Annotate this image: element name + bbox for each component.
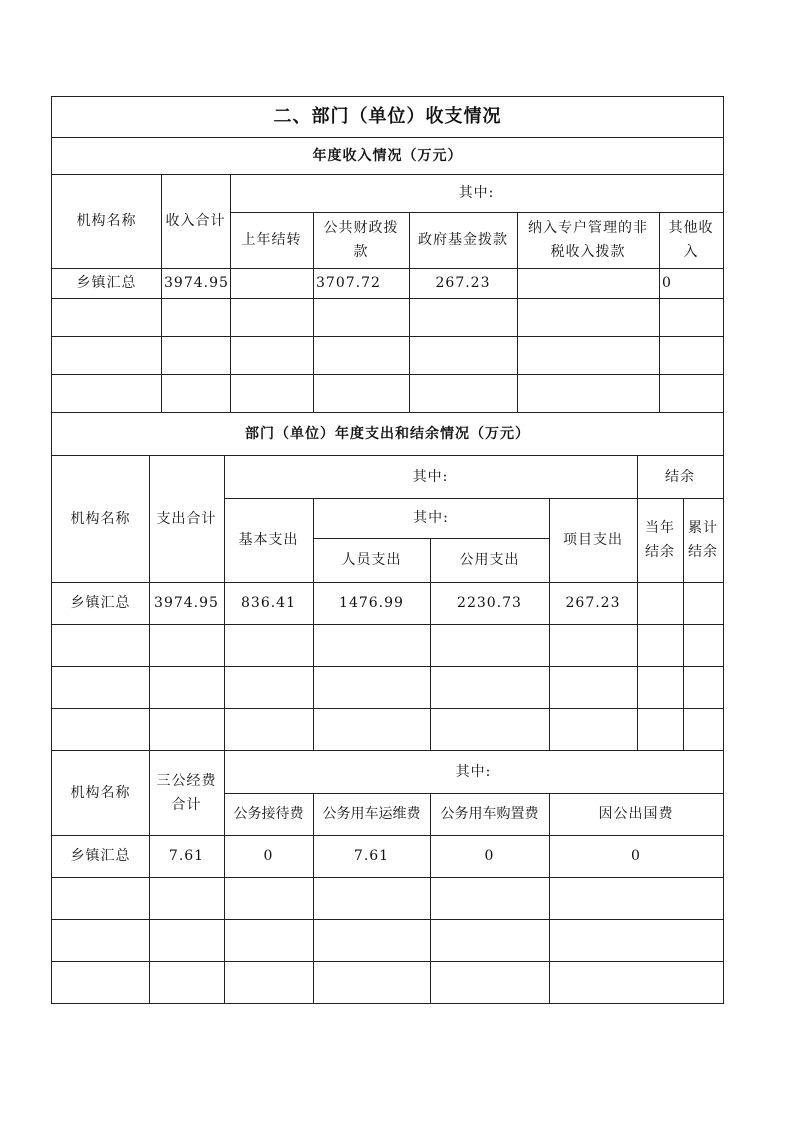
three-public-row-vehicle-buy: 0 <box>484 848 495 864</box>
income-row-total: 3974.95 <box>164 275 229 291</box>
expense-row-public: 2230.73 <box>457 595 522 611</box>
page-title: 二、部门（单位）收支情况 <box>273 106 502 127</box>
expense-col-basic: 基本支出 <box>238 532 299 548</box>
income-col-other <box>659 212 723 268</box>
expense-col-total: 支出合计 <box>156 510 217 527</box>
expense-row-year-balance <box>637 582 683 624</box>
expense-subgroup-label: 其中: <box>413 510 449 526</box>
three-public-group-label: 其中: <box>455 763 492 780</box>
expense-group-label: 其中: <box>412 468 449 485</box>
expense-col-public: 公用支出 <box>459 552 520 568</box>
expense-col-year-balance <box>637 498 683 582</box>
three-public-col-abroad: 因公出国费 <box>598 806 674 822</box>
expense-row-project: 267.23 <box>565 595 621 611</box>
income-col-fund: 政府基金拨款 <box>418 232 508 248</box>
three-public-col-total-line2: 合计 <box>171 796 202 813</box>
income-row-fund: 267.23 <box>435 275 491 291</box>
income-row-carryover <box>230 268 313 298</box>
income-col-other-line2: 入 <box>683 244 699 260</box>
expense-col-year-balance-line2: 结余 <box>645 544 675 560</box>
income-row-nontax <box>517 268 659 298</box>
expense-col-year-balance-line1: 当年 <box>645 520 675 536</box>
income-col-fiscal <box>313 212 409 268</box>
three-public-col-vehicle-buy: 公务用车购置费 <box>440 806 539 822</box>
three-public-row-reception: 0 <box>263 848 274 864</box>
income-col-nontax-line2: 税收入拨款 <box>550 244 626 260</box>
income-row-fiscal: 3707.72 <box>316 275 381 291</box>
three-public-col-total-line1: 三公经费 <box>156 772 217 789</box>
income-row-other: 0 <box>662 275 672 291</box>
income-col-other-line1: 其他收 <box>668 220 714 236</box>
expense-col-balance: 结余 <box>665 468 695 485</box>
income-col-nontax <box>517 212 659 268</box>
expense-col-org: 机构名称 <box>70 510 131 527</box>
income-group-label: 其中: <box>458 185 495 201</box>
expense-row-total: 3974.95 <box>154 595 219 611</box>
income-col-fiscal-line2: 款 <box>353 244 369 260</box>
expense-row-org: 乡镇汇总 <box>70 595 131 611</box>
three-public-col-total <box>149 750 224 835</box>
expense-col-project: 项目支出 <box>563 532 623 548</box>
three-public-row-org: 乡镇汇总 <box>70 848 131 864</box>
finance-table <box>51 96 724 1004</box>
expense-col-cumulative-balance <box>683 498 723 582</box>
expense-row-personnel: 1476.99 <box>339 595 404 611</box>
income-row-org: 乡镇汇总 <box>76 275 137 291</box>
three-public-row-abroad: 0 <box>631 848 641 864</box>
income-col-total: 收入合计 <box>165 213 226 229</box>
expense-col-cum-balance-line1: 累计 <box>688 520 718 536</box>
expense-row-cum-balance <box>683 582 723 624</box>
expense-col-cum-balance-line2: 结余 <box>688 544 718 560</box>
income-col-org: 机构名称 <box>76 213 137 229</box>
income-col-nontax-line1: 纳入专户管理的非 <box>528 220 648 236</box>
expense-heading: 部门（单位）年度支出和结余情况（万元） <box>245 425 530 442</box>
expense-col-personnel: 人员支出 <box>341 552 402 568</box>
income-col-fiscal-line1: 公共财政拨 <box>323 220 399 236</box>
three-public-col-reception: 公务接待费 <box>233 806 304 822</box>
income-heading: 年度收入情况（万元） <box>312 147 463 164</box>
expense-row-basic: 836.41 <box>241 595 296 611</box>
three-public-row-total: 7.61 <box>168 848 205 864</box>
three-public-col-org: 机构名称 <box>70 784 131 801</box>
three-public-col-vehicle-ops: 公务用车运维费 <box>322 806 421 822</box>
income-col-carryover: 上年结转 <box>241 232 302 248</box>
three-public-row-vehicle-ops: 7.61 <box>353 848 390 864</box>
